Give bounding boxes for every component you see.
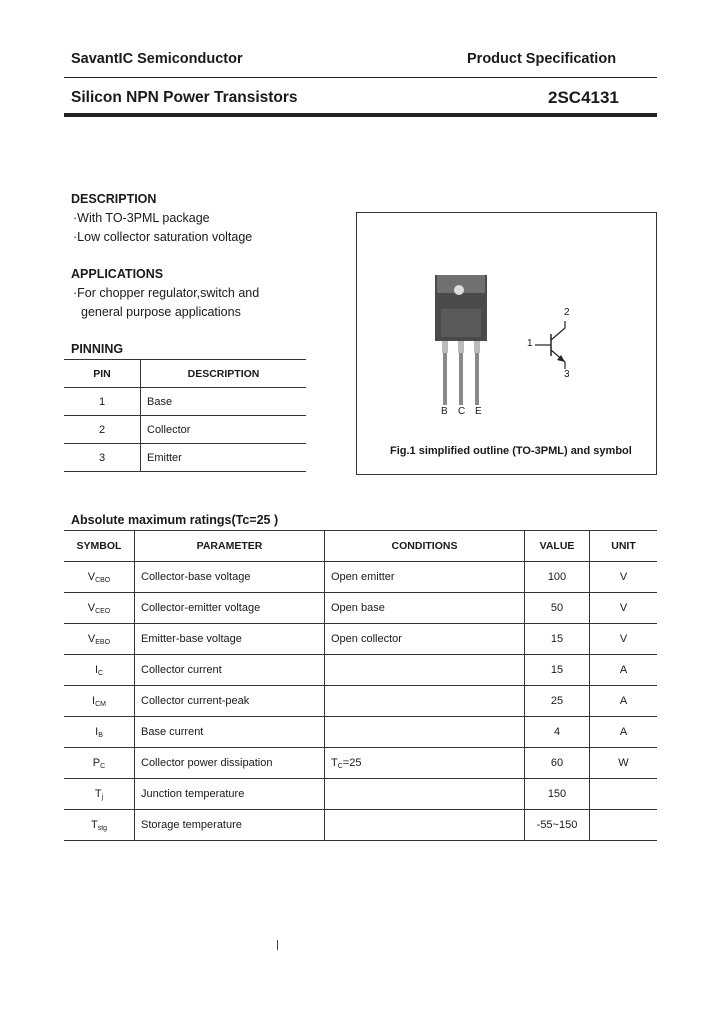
unit-header: UNIT xyxy=(590,531,658,562)
conditions-cell xyxy=(325,655,525,686)
ratings-table xyxy=(64,530,657,841)
symbol-cell: VCBO xyxy=(64,562,135,593)
value-cell: 100 xyxy=(525,562,590,593)
unit-cell xyxy=(590,810,658,841)
value-cell: 4 xyxy=(525,717,590,748)
table-row xyxy=(64,624,657,655)
pin-number: 1 xyxy=(64,388,141,416)
symbol-label-emitter: 3 xyxy=(564,369,570,380)
pinning-table xyxy=(64,359,306,472)
conditions-cell xyxy=(325,686,525,717)
ratings-title: Absolute maximum ratings(Tc=25 ) xyxy=(71,513,279,527)
company-name: SavantIC Semiconductor xyxy=(71,51,243,67)
leg-label-e: E xyxy=(475,406,482,417)
table-row xyxy=(64,562,657,593)
table-row xyxy=(64,388,306,416)
unit-cell xyxy=(590,779,658,810)
unit-cell: A xyxy=(590,655,658,686)
parameter-cell: Collector-emitter voltage xyxy=(135,593,325,624)
symbol-header: SYMBOL xyxy=(64,531,135,562)
parameter-cell: Collector-base voltage xyxy=(135,562,325,593)
applications-item: general purpose applications xyxy=(81,305,241,319)
table-row xyxy=(64,444,306,472)
conditions-header: CONDITIONS xyxy=(325,531,525,562)
table-row xyxy=(64,686,657,717)
symbol-cell: PC xyxy=(64,748,135,779)
table-row xyxy=(64,717,657,748)
parameter-cell: Collector current-peak xyxy=(135,686,325,717)
symbol-label-base: 1 xyxy=(527,338,533,349)
conditions-cell xyxy=(325,810,525,841)
parameter-cell: Base current xyxy=(135,717,325,748)
conditions-cell: TC=25 xyxy=(325,748,525,779)
part-number: 2SC4131 xyxy=(548,88,619,107)
description-item: ·Low collector saturation voltage xyxy=(73,230,253,244)
parameter-cell: Collector current xyxy=(135,655,325,686)
description-title: DESCRIPTION xyxy=(71,192,157,206)
value-cell: 50 xyxy=(525,593,590,624)
applications-title: APPLICATIONS xyxy=(71,267,164,281)
conditions-cell: Open collector xyxy=(325,624,525,655)
unit-cell: V xyxy=(590,593,658,624)
leg-label-c: C xyxy=(458,406,466,417)
value-cell: -55~150 xyxy=(525,810,590,841)
table-row xyxy=(64,655,657,686)
value-cell: 15 xyxy=(525,655,590,686)
parameter-cell: Emitter-base voltage xyxy=(135,624,325,655)
conditions-cell: Open base xyxy=(325,593,525,624)
conditions-cell xyxy=(325,779,525,810)
symbol-cell: VCEO xyxy=(64,593,135,624)
conditions-cell: Open emitter xyxy=(325,562,525,593)
value-cell: 60 xyxy=(525,748,590,779)
symbol-cell: Tstg xyxy=(64,810,135,841)
value-cell: 25 xyxy=(525,686,590,717)
package-outline-image xyxy=(357,213,656,474)
symbol-cell: IB xyxy=(64,717,135,748)
symbol-cell: Tj xyxy=(64,779,135,810)
table-row xyxy=(64,416,306,444)
pin-description: Base xyxy=(141,388,307,416)
description-item: ·With TO-3PML package xyxy=(73,211,210,225)
value-cell: 150 xyxy=(525,779,590,810)
pin-desc-header: DESCRIPTION xyxy=(141,360,307,388)
value-header: VALUE xyxy=(525,531,590,562)
table-row xyxy=(64,779,657,810)
symbol-cell: ICM xyxy=(64,686,135,717)
pin-header: PIN xyxy=(64,360,141,388)
header-rule-bottom xyxy=(64,113,657,117)
applications-item: ·For chopper regulator,switch and xyxy=(73,286,260,300)
value-cell: 15 xyxy=(525,624,590,655)
leg-label-b: B xyxy=(441,406,448,417)
symbol-cell: VEBO xyxy=(64,624,135,655)
symbol-label-collector: 2 xyxy=(564,307,570,318)
parameter-cell: Junction temperature xyxy=(135,779,325,810)
symbol-cell: IC xyxy=(64,655,135,686)
unit-cell: A xyxy=(590,686,658,717)
pin-number: 2 xyxy=(64,416,141,444)
conditions-cell xyxy=(325,717,525,748)
table-row xyxy=(64,810,657,841)
table-row xyxy=(64,748,657,779)
figure-box xyxy=(356,212,657,475)
unit-cell: A xyxy=(590,717,658,748)
header-rule-top xyxy=(64,77,657,78)
pin-description: Emitter xyxy=(141,444,307,472)
unit-cell: V xyxy=(590,624,658,655)
product-line: Silicon NPN Power Transistors xyxy=(71,89,298,106)
doc-type: Product Specification xyxy=(467,51,617,67)
pinning-title: PINNING xyxy=(71,342,124,356)
unit-cell: W xyxy=(590,748,658,779)
table-row xyxy=(64,593,657,624)
parameter-cell: Collector power dissipation xyxy=(135,748,325,779)
page-marker xyxy=(277,940,278,950)
parameter-header: PARAMETER xyxy=(135,531,325,562)
pin-number: 3 xyxy=(64,444,141,472)
figure-caption: Fig.1 simplified outline (TO-3PML) and symbol xyxy=(390,445,632,457)
parameter-cell: Storage temperature xyxy=(135,810,325,841)
pin-description: Collector xyxy=(141,416,307,444)
unit-cell: V xyxy=(590,562,658,593)
